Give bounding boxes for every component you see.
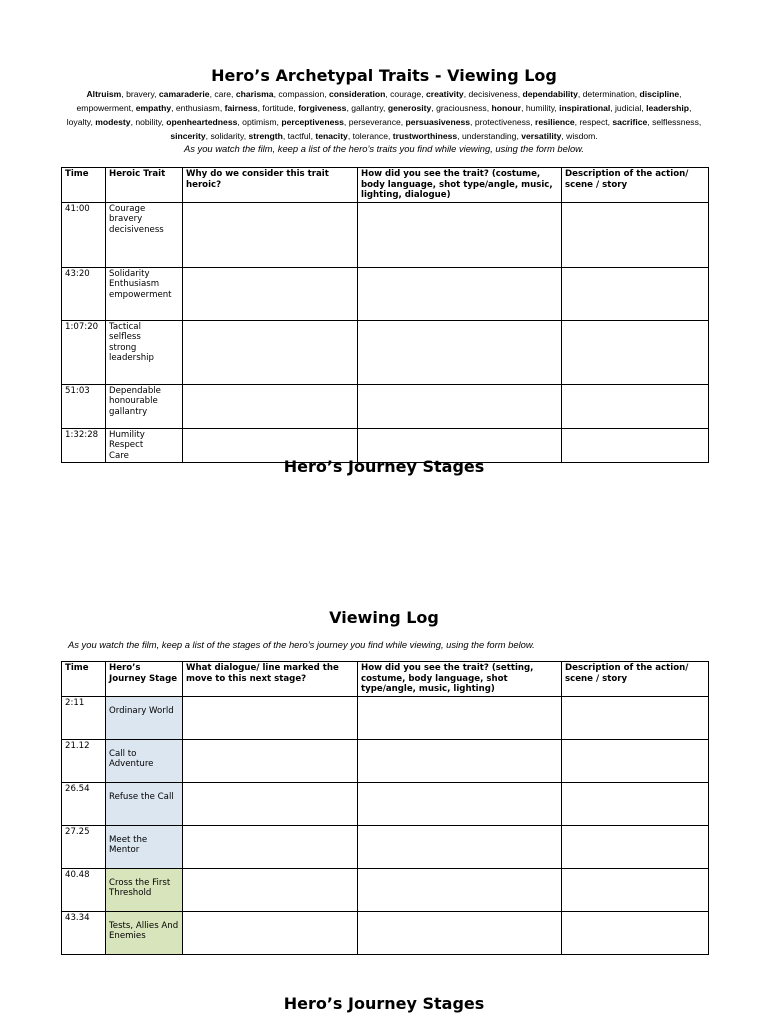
trait-entry: Tactical: [109, 321, 141, 332]
cell-dialogue[interactable]: [183, 911, 358, 954]
trait-text: , care,: [209, 89, 236, 99]
trait-entry: Care: [109, 450, 129, 461]
trait-text: , perseverance,: [343, 117, 406, 127]
header-how-seen: How did you see the trait? (setting, costume, body language, shot type/angle, music, lighting): [358, 662, 562, 697]
cell-journey-stage: [106, 739, 183, 782]
header-description: Description of the action/ scene / story: [562, 168, 709, 203]
trait-bold: creativity: [425, 89, 464, 99]
table-row: [62, 320, 709, 384]
trait-text: , courage,: [385, 89, 426, 99]
trait-bold: camaraderie: [158, 89, 210, 99]
cell-how-seen[interactable]: [358, 267, 562, 320]
cell-how-seen[interactable]: [358, 782, 562, 825]
trait-bold: tenacity: [315, 131, 348, 141]
trait-bold: empathy: [135, 103, 172, 113]
cell-time: 43.34: [62, 911, 106, 954]
header-heroic-trait: Heroic Trait: [106, 168, 183, 203]
trait-bold: generosity: [387, 103, 432, 113]
instructions-stages: As you watch the film, keep a list of the stages of the hero’s journey you find while viewing, using the form below.: [68, 639, 535, 650]
trait-bold: openheartedness: [166, 117, 238, 127]
trait-text: , selflessness,: [647, 117, 702, 127]
cell-description[interactable]: [562, 267, 709, 320]
trait-entry: bravery: [109, 214, 143, 224]
trait-entry: Solidarity: [109, 268, 150, 279]
cell-description[interactable]: [562, 696, 709, 739]
trait-text: , solidarity,: [205, 131, 249, 141]
section-title-journey-stages: Hero’s Journey Stages: [283, 457, 485, 476]
trait-entry: Courage: [109, 203, 146, 214]
cell-heroic-trait: [106, 384, 183, 428]
trait-bold: Altruism: [86, 89, 122, 99]
trait-entry: Dependable: [109, 385, 161, 396]
cell-journey-stage: [106, 911, 183, 954]
section-title-journey-stages-2: Hero’s Journey Stages: [283, 994, 485, 1013]
cell-how-seen[interactable]: [358, 384, 562, 428]
trait-bold: sacrifice: [612, 117, 648, 127]
stage-label: Meet the Mentor: [109, 834, 148, 855]
cell-time: 1:32:28: [62, 428, 106, 463]
cell-time: 1:07:20: [62, 320, 106, 384]
trait-entry: Enthusiasm: [109, 279, 160, 289]
trait-bold: trustworthiness: [392, 131, 458, 141]
instructions-traits: As you watch the film, keep a list of the hero’s traits you find while viewing, using the form below.: [183, 143, 585, 154]
cell-time: 51:03: [62, 384, 106, 428]
cell-heroic-trait: [106, 320, 183, 384]
trait-bold: fairness: [224, 103, 258, 113]
trait-bold: honour: [491, 103, 522, 113]
trait-text: , empowerment,: [76, 89, 682, 113]
trait-bold: resilience: [535, 117, 575, 127]
journey-log-table: [61, 661, 709, 955]
trait-text: , gallantry,: [346, 103, 388, 113]
cell-description[interactable]: [562, 739, 709, 782]
cell-journey-stage: [106, 868, 183, 911]
stage-label: Cross the First Threshold: [109, 877, 171, 898]
cell-how-seen[interactable]: [358, 911, 562, 954]
cell-journey-stage: [106, 825, 183, 868]
stage-label: Tests, Allies And Enemies: [109, 920, 179, 941]
header-description: Description of the action/ scene / story: [562, 662, 709, 697]
cell-why-heroic[interactable]: [183, 202, 358, 267]
trait-text: , compassion,: [273, 89, 329, 99]
trait-entry: empowerment: [109, 289, 172, 300]
trait-bold: modesty: [95, 117, 131, 127]
cell-time: 27.25: [62, 825, 106, 868]
trait-entry: decisiveness: [109, 224, 164, 235]
cell-description[interactable]: [562, 782, 709, 825]
cell-how-seen[interactable]: [358, 202, 562, 267]
cell-time: 26.54: [62, 782, 106, 825]
trait-bold: forgiveness: [298, 103, 347, 113]
trait-bold: strength: [248, 131, 283, 141]
table-row: [62, 868, 709, 911]
trait-bold: versatility: [521, 131, 562, 141]
table-row: [62, 267, 709, 320]
table-header-row: [62, 662, 709, 697]
trait-text: , tolerance,: [347, 131, 393, 141]
header-why-heroic: Why do we consider this trait heroic?: [183, 168, 358, 203]
trait-bold: leadership: [646, 103, 690, 113]
cell-dialogue[interactable]: [183, 739, 358, 782]
table-row: [62, 782, 709, 825]
header-time: Time: [62, 662, 106, 697]
cell-heroic-trait: [106, 267, 183, 320]
cell-description[interactable]: [562, 320, 709, 384]
trait-text: , bravery,: [121, 89, 159, 99]
stage-label: Call to Adventure: [109, 748, 154, 769]
cell-dialogue[interactable]: [183, 825, 358, 868]
traits-list: [66, 87, 702, 143]
cell-time: 2:11: [62, 696, 106, 739]
cell-description[interactable]: [562, 384, 709, 428]
cell-heroic-trait: [106, 202, 183, 267]
cell-how-seen[interactable]: [358, 868, 562, 911]
page-title: Hero’s Archetypal Traits - Viewing Log: [211, 66, 557, 85]
trait-text: , understanding,: [457, 131, 522, 141]
trait-text: , judicial,: [610, 103, 647, 113]
trait-text: , tactful,: [282, 131, 316, 141]
trait-bold: consideration: [329, 89, 386, 99]
trait-text: , wisdom.: [561, 131, 598, 141]
cell-how-seen[interactable]: [358, 696, 562, 739]
trait-entry: Respect: [109, 440, 144, 450]
trait-text: , determination,: [577, 89, 640, 99]
header-how-seen: How did you see the trait? (costume, body language, shot type/angle, music, lighting, dialogue): [358, 168, 562, 203]
cell-why-heroic[interactable]: [183, 267, 358, 320]
traits-log-table: [61, 167, 709, 463]
cell-how-seen[interactable]: [358, 825, 562, 868]
cell-dialogue[interactable]: [183, 782, 358, 825]
cell-how-seen[interactable]: [358, 320, 562, 384]
stage-label: Refuse the Call: [109, 791, 174, 802]
cell-time: 21.12: [62, 739, 106, 782]
trait-text: , optimism,: [237, 117, 282, 127]
table-header-row: [62, 168, 709, 203]
trait-bold: perceptiveness: [281, 117, 344, 127]
trait-text: , loyalty,: [66, 103, 692, 127]
stage-label: Ordinary World: [109, 705, 174, 716]
cell-how-seen[interactable]: [358, 739, 562, 782]
trait-text: , graciousness,: [431, 103, 492, 113]
trait-entry: Humility: [109, 429, 145, 440]
trait-bold: inspirational: [559, 103, 611, 113]
cell-time: 43:20: [62, 267, 106, 320]
table-row: [62, 825, 709, 868]
trait-text: , nobility,: [130, 117, 167, 127]
cell-why-heroic[interactable]: [183, 384, 358, 428]
trait-entry: leadership: [109, 353, 154, 363]
cell-dialogue[interactable]: [183, 696, 358, 739]
header-time: Time: [62, 168, 106, 203]
trait-bold: dependability: [522, 89, 578, 99]
cell-why-heroic[interactable]: [183, 320, 358, 384]
cell-journey-stage: [106, 696, 183, 739]
trait-bold: sincerity: [170, 131, 206, 141]
trait-entry: gallantry: [109, 406, 148, 417]
trait-bold: persuasiveness: [405, 117, 471, 127]
trait-text: , protectiveness,: [470, 117, 536, 127]
cell-time: 41:00: [62, 202, 106, 267]
table-row: [62, 696, 709, 739]
trait-entry: strong: [109, 342, 137, 353]
table-row: [62, 911, 709, 954]
header-dialogue: What dialogue/ line marked the move to this next stage?: [183, 662, 358, 697]
cell-description[interactable]: [562, 911, 709, 954]
trait-text: , enthusiasm,: [171, 103, 225, 113]
table-row: [62, 384, 709, 428]
trait-bold: charisma: [235, 89, 274, 99]
section-title-viewing-log: Viewing Log: [329, 608, 439, 627]
trait-text: , decisiveness,: [463, 89, 523, 99]
cell-dialogue[interactable]: [183, 868, 358, 911]
cell-time: 40.48: [62, 868, 106, 911]
header-journey-stage: Hero’s Journey Stage: [106, 662, 183, 697]
cell-description[interactable]: [562, 825, 709, 868]
table-row: [62, 202, 709, 267]
trait-text: , fortitude,: [257, 103, 299, 113]
cell-description[interactable]: [562, 202, 709, 267]
trait-bold: discipline: [639, 89, 680, 99]
cell-description[interactable]: [562, 868, 709, 911]
trait-text: , respect,: [574, 117, 613, 127]
table-row: [62, 739, 709, 782]
trait-entry: selfless: [109, 332, 141, 342]
trait-text: , humility,: [521, 103, 560, 113]
trait-entry: honourable: [109, 396, 158, 406]
cell-journey-stage: [106, 782, 183, 825]
